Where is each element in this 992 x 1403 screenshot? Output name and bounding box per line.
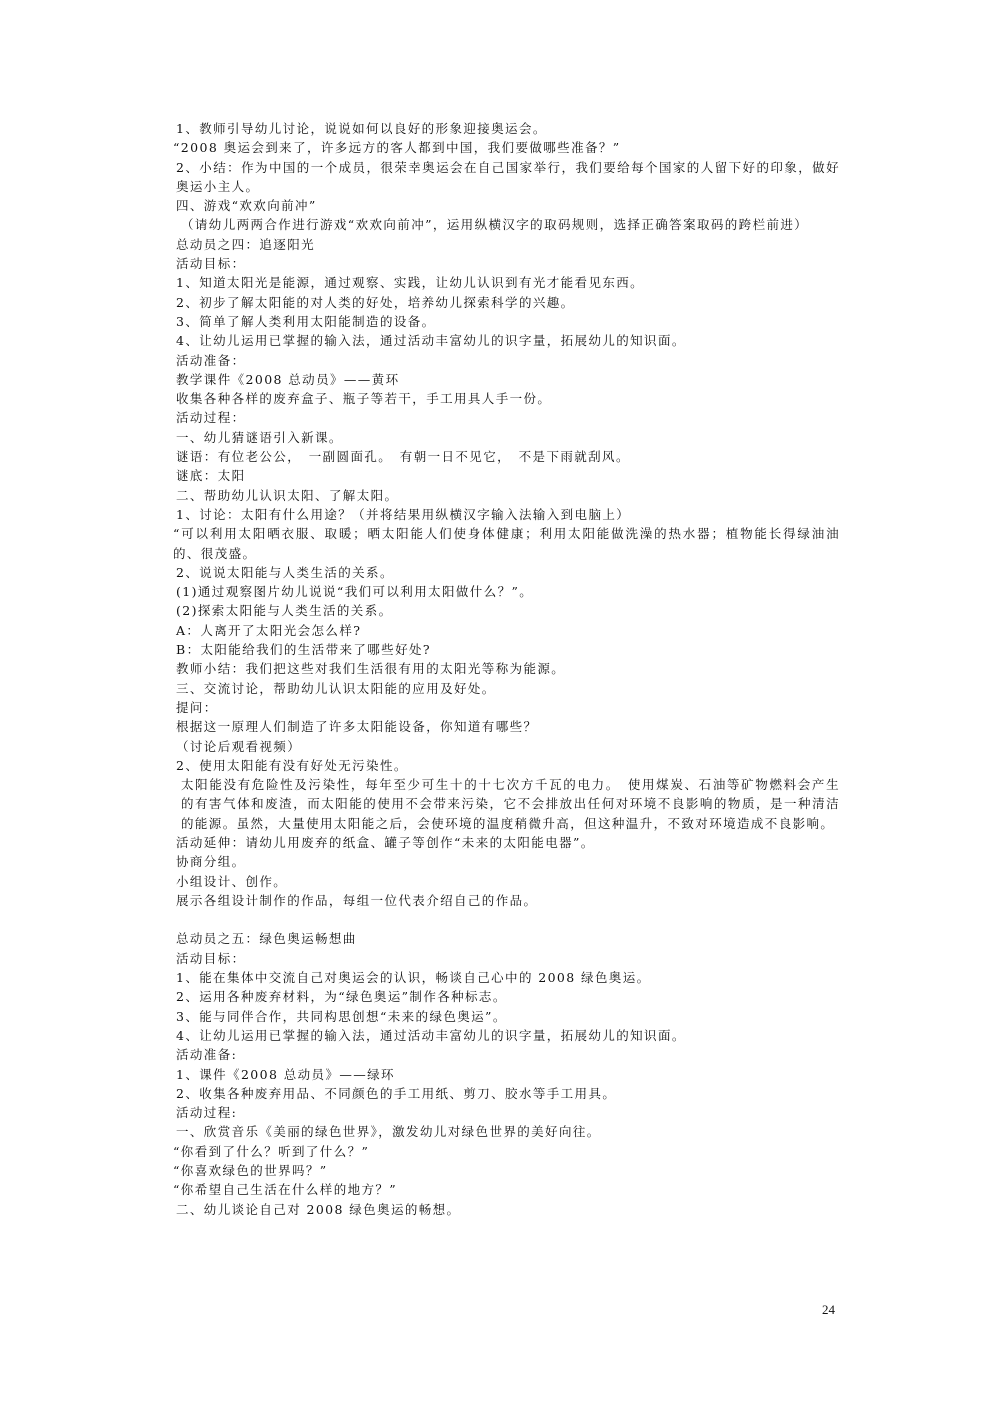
text-line: 1、能在集体中交流自己对奥运会的认识，畅谈自己心中的 2008 绿色奥运。 (176, 970, 651, 986)
text-line: 谜底：太阳 (176, 468, 246, 484)
text-line: 三、交流讨论，帮助幼儿认识太阳能的应用及好处。 (176, 680, 496, 696)
text-line: 活动目标： (176, 950, 246, 966)
text-line: 2、运用各种废弃材料，为“绿色奥运”制作各种标志。 (176, 989, 507, 1005)
text-line: “2008 奥运会到来了，许多远方的客人都到中国，我们要做哪些准备？” (173, 140, 621, 156)
page-number: 24 (822, 1302, 835, 1317)
text-line: 总动员之四：追逐阳光 (176, 236, 316, 252)
text-line: 1、讨论：太阳有什么用途？（并将结果用纵横汉字输入法输入到电脑上） (176, 506, 631, 522)
text-line: 根据这一原理人们制造了许多太阳能设备，你知道有哪些？ (176, 719, 538, 735)
text-line: 教师小结：我们把这些对我们生活很有用的太阳光等称为能源。 (176, 661, 566, 677)
text-line: 活动准备: (176, 1047, 238, 1063)
text-line: 2、说说太阳能与人类生活的关系。 (176, 564, 394, 580)
text-line: “你喜欢绿色的世界吗？” (173, 1163, 328, 1179)
text-line: 总动员之五：绿色奥运畅想曲 (176, 931, 357, 947)
text-line: 教学课件《2008 总动员》——黄环 (176, 371, 400, 387)
text-line: 太阳能没有危险性及污染性，每年至少可生十的十七次方千瓦的电力。 使用煤炭、石油等矿物燃料会产生的有害气体和废渣，而太阳能的使用不会带来污染，它不会排放出任何对环境不良影响的物质，是一种清洁的能源。虽然，大量使用太阳能之后，会使环境的温度稍微升高，但这种温升，不致对环境造成不良影响。 (181, 777, 840, 831)
text-line: 3、能与同伴合作，共同构思创想“未来的绿色奥运”。 (176, 1008, 507, 1024)
text-line: “你看到了什么？听到了什么？” (173, 1143, 370, 1159)
text-line: 1、课件《2008 总动员》——绿环 (176, 1066, 395, 1082)
text-line: 小组设计、创作。 (176, 873, 288, 889)
text-line: 谜语：有位老公公， 一副圆面孔。 有朝一日不见它， 不是下雨就刮风。 (176, 449, 630, 465)
blank-line (151, 910, 840, 929)
text-line: （讨论后观看视频） (176, 738, 302, 754)
text-line: 提问： (176, 699, 218, 715)
text-line: 活动过程： (176, 410, 246, 426)
text-line: 2、使用太阳能有没有好处无污染性。 (176, 757, 408, 773)
text-line: B：太阳能给我们的生活带来了哪些好处? (176, 642, 431, 658)
text-line: “可以利用太阳晒衣服、取暖；晒太阳能人们使身体健康；利用太阳能做洗澡的热水器；植物能长得绿油油的、很茂盛。 (173, 526, 840, 561)
text-line: 1、知道太阳光是能源，通过观察、实践，让幼儿认识到有光才能看见东西。 (176, 275, 645, 291)
text-line: 四、游戏“欢欢向前冲” (176, 198, 317, 214)
text-line: 一、欣赏音乐《美丽的绿色世界》，激发幼儿对绿色世界的美好向往。 (176, 1124, 601, 1140)
text-line: 一、幼儿猜谜语引入新课。 (176, 429, 343, 445)
text-line: 3、简单了解人类利用太阳能制造的设备。 (176, 313, 436, 329)
document-body (151, 119, 840, 1219)
text-line: 4、让幼儿运用已掌握的输入法，通过活动丰富幼儿的识字量，拓展幼儿的知识面。 (176, 333, 686, 349)
text-line: 1、教师引导幼儿讨论，说说如何以良好的形象迎接奥运会。 (176, 121, 547, 136)
text-line: （请幼儿两两合作进行游戏“欢欢向前冲”，运用纵横汉字的取码规则，选择正确答案取码的跨栏前进） (181, 217, 809, 233)
text-line: 活动延伸：请幼儿用废弃的纸盒、罐子等创作“未来的太阳能电器”。 (176, 834, 595, 850)
text-line: 活动准备： (176, 352, 246, 368)
text-line: 二、帮助幼儿认识太阳、了解太阳。 (176, 487, 399, 503)
text-line: (1)通过观察图片幼儿说说“我们可以利用太阳做什么？”。 (176, 584, 534, 600)
text-line: 活动过程: (176, 1105, 238, 1121)
text-line: 2、收集各种废弃用品、不同颜色的手工用纸、剪刀、胶水等手工用具。 (176, 1085, 617, 1101)
text-line: 2、初步了解太阳能的对人类的好处，培养幼儿探索科学的兴趣。 (176, 294, 575, 310)
text-line: (2)探索太阳能与人类生活的关系。 (176, 603, 393, 619)
text-line: 二、幼儿谈论自己对 2008 绿色奥运的畅想。 (176, 1201, 461, 1217)
text-line: 4、让幼儿运用已掌握的输入法，通过活动丰富幼儿的识字量，拓展幼儿的知识面。 (176, 1027, 686, 1043)
text-line: 协商分组。 (176, 854, 246, 870)
text-line: “你希望自己生活在什么样的地方？” (173, 1182, 398, 1198)
text-line: 展示各组设计制作的作品，每组一位代表介绍自己的作品。 (176, 892, 538, 908)
text-line: 收集各种各样的废弃盒子、瓶子等若干，手工用具人手一份。 (176, 391, 552, 407)
text-line: 2、小结：作为中国的一个成员，很荣幸奥运会在自己国家举行，我们要给每个国家的人留下好的印象，做好奥运小主人。 (176, 159, 840, 194)
text-line: 活动目标： (176, 256, 246, 272)
text-line: A：人离开了太阳光会怎么样? (176, 622, 362, 638)
